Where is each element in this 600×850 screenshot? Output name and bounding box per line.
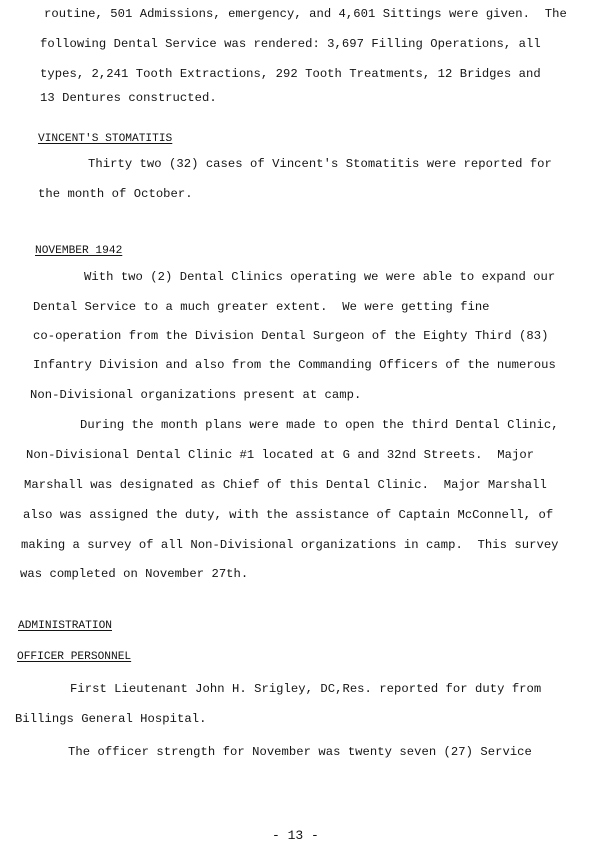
section-heading-administration: ADMINISTRATION [18,620,112,632]
officer-para1-line-1: First Lieutenant John H. Srigley, DC,Res. reported for duty from [70,682,542,696]
november-para1-line-4: Infantry Division and also from the Commanding Officers of the numerous [33,358,556,372]
intro-line-2: following Dental Service was rendered: 3,697 Filling Operations, all [40,37,541,51]
november-para2-line-3: Marshall was designated as Chief of this Dental Clinic. Major Marshall [24,478,547,492]
november-para2-line-2: Non-Divisional Dental Clinic #1 located at G and 32nd Streets. Major [26,448,535,462]
november-para1-line-2: Dental Service to a much greater extent. We were getting fine [33,300,490,314]
intro-line-3: types, 2,241 Tooth Extractions, 292 Tooth Treatments, 12 Bridges and [40,67,541,81]
intro-line-4: 13 Dentures constructed. [40,91,217,105]
november-para2-line-4: also was assigned the duty, with the assistance of Captain McConnell, of [23,508,554,522]
november-para2-line-6: was completed on November 27th. [20,567,249,581]
officer-para1-line-2: Billings General Hospital. [15,712,207,726]
november-para1-line-3: co-operation from the Division Dental Surgeon of the Eighty Third (83) [33,329,549,343]
november-para1-line-5: Non-Divisional organizations present at camp. [30,388,362,402]
section-heading-november-1942: NOVEMBER 1942 [35,245,123,257]
november-para1-line-1: With two (2) Dental Clinics operating we were able to expand our [84,270,556,284]
november-para2-line-5: making a survey of all Non-Divisional organizations in camp. This survey [21,538,559,552]
subsection-heading-officer-personnel: OFFICER PERSONNEL [17,651,132,663]
vincent-line-2: the month of October. [38,187,193,201]
november-para2-line-1: During the month plans were made to open the third Dental Clinic, [80,418,559,432]
officer-para2-line-1: The officer strength for November was twenty seven (27) Service [68,745,532,759]
intro-line-1: routine, 501 Admissions, emergency, and 4,601 Sittings were given. The [44,7,567,21]
section-heading-vincents-stomatitis: VINCENT'S STOMATITIS [38,133,173,145]
vincent-line-1: Thirty two (32) cases of Vincent's Stomatitis were reported for [88,157,552,171]
page-number: - 13 - [272,828,319,843]
